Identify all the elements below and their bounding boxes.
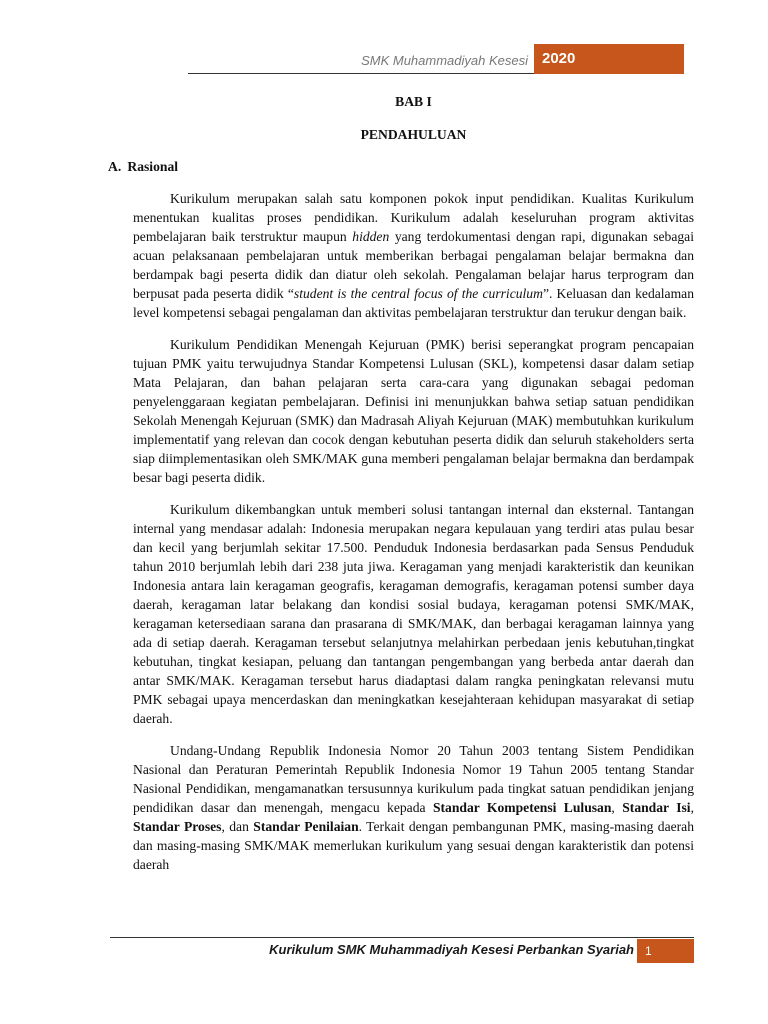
- paragraph-4-standard-4: Standar Penilaian: [253, 819, 359, 834]
- header-year-badge: 2020: [534, 44, 684, 74]
- header-school-name: SMK Muhammadiyah Kesesi: [361, 53, 528, 68]
- paragraph-1: [133, 189, 694, 322]
- paragraph-4-sep-2: ,: [690, 800, 694, 815]
- section-title: Rasional: [127, 159, 179, 174]
- paragraph-4-text-f: . Terkait dengan pembangunan PMK, masing-masing daerah dan masing-masing SMK/MAK memerlukan kurikulum yang sesuai dengan karakteristik dan potensi daerah: [133, 819, 695, 872]
- footer-page-number: 1: [637, 939, 694, 963]
- page-header: [188, 44, 684, 74]
- paragraph-1-italic-hidden: hidden: [352, 229, 390, 244]
- paragraph-1-text-a: Kurikulum merupakan salah satu komponen pokok input pendidikan. Kualitas Kurikulum menentukan kualitas proses pendidikan. Kurikulum adalah keseluruhan program aktivitas pembelajaran baik terstruktur maupun: [133, 191, 694, 244]
- paragraph-4-standard-3: Standar Proses: [133, 819, 222, 834]
- paragraph-2: Kurikulum Pendidikan Menengah Kejuruan (PMK) berisi seperangkat program pencapaian tujuan PMK yaitu terwujudnya Standar Kompetensi Lulusan (SKL), kompetensi dasar dalam setiap Mata Pelajaran, dan bahan pelajaran serta cara-cara yang digunakan sebagai pedoman penyelenggaraan kegiatan pembelajaran. Definisi ini menunjukkan bahwa setiap satuan pendidikan Sekolah Menengah Kejuruan (SMK) dan Madrasah Aliyah Kejuruan (MAK) membutuhkan kurikulum implementatif yang relevan dan cocok dengan kebutuhan peserta didik dan seluruh stakeholders serta siap diimplementasikan oleh SMK/MAK guna memberi pengalaman belajar bermakna dan berdampak besar bagi peserta didik.: [133, 337, 694, 485]
- chapter-title: PENDAHULUAN: [360, 127, 467, 142]
- paragraph-4-standard-1: Standar Kompetensi Lulusan: [432, 800, 612, 815]
- paragraph-1-text-c: yang terdokumentasi dengan rapi, digunakan sebagai acuan pelaksanaan pembelajaran untuk memberikan berbagai pengalaman belajar bermakna dan berdampak bagi peserta didik dan diatur oleh sekolah. Pengalaman belajar harus terprogram dan berpusat pada peserta didik “: [133, 229, 694, 301]
- paragraph-4-text-a: Undang-Undang Republik Indonesia Nomor 20 Tahun 2003 tentang Sistem Pendidikan Nasional dan Peraturan Pemerintah Republik Indonesia Nomor 19 Tahun 2005 tentang Standar Nasional Pendidikan, mengamanatkan tersusunnya kurikulum pada tingkat satuan pendidikan jenjang pendidikan dasar dan menengah, mengacu kepada: [133, 743, 694, 815]
- footer-divider: [110, 937, 694, 938]
- chapter-label: BAB I: [395, 94, 432, 109]
- section-number: A.: [108, 159, 122, 174]
- paragraph-1-italic-quote: student is the central focus of the curriculum: [293, 286, 543, 301]
- paragraph-4-sep-1: ,: [611, 800, 623, 815]
- paragraph-4-standard-2: Standar Isi: [622, 800, 691, 815]
- header-divider: [188, 73, 534, 74]
- footer-document-title: Kurikulum SMK Muhammadiyah Kesesi Perbankan Syariah: [269, 942, 634, 957]
- page-footer: [110, 937, 694, 963]
- section-heading: [108, 157, 669, 176]
- document-body: [108, 92, 695, 887]
- paragraph-4: [133, 741, 694, 874]
- paragraph-3: Kurikulum dikembangkan untuk memberi solusi tantangan internal dan eksternal. Tantangan internal yang mendasar adalah: Indonesia merupakan negara kepulauan yang terdiri atas pulau besar dan kecil yang berjumlah sekitar 17.500. Penduduk Indonesia berdasarkan pada Sensus Penduduk tahun 2010 berjumlah lebih dari 238 juta jiwa. Keragaman yang menjadi karakteristik dan keunikan Indonesia antara lain keragaman geografis, keragaman demografis, keragaman potensi sumber daya daerah, keragaman latar belakang dan kondisi sosial budaya, keragaman potensi SMK/MAK, keragaman ketersediaan sarana dan prasarana di SMK/MAK, dan berbagai keragaman lainnya yang ada di setiap daerah. Keragaman tersebut selanjutnya melahirkan perbedaan jenis kebutuhan,tingkat kebutuhan, tingkat kesiapan, peluang dan tantangan pengembangan yang berbeda antar daerah dan antar SMK/MAK. Keragaman tersebut harus diadaptasi dalam rangka peningkatan relevansi mutu PMK sebagai upaya mencerdaskan dan meningkatkan kesejahteraan kehidupan masyarakat di setiap daerah.: [133, 502, 694, 726]
- paragraph-1-text-e: ”. Keluasan dan kedalaman level kompetensi sebagai pengalaman dan aktivitas pembelajaran terstruktur dan terukur dengan baik.: [133, 286, 694, 320]
- paragraph-4-sep-3: , dan: [221, 819, 254, 834]
